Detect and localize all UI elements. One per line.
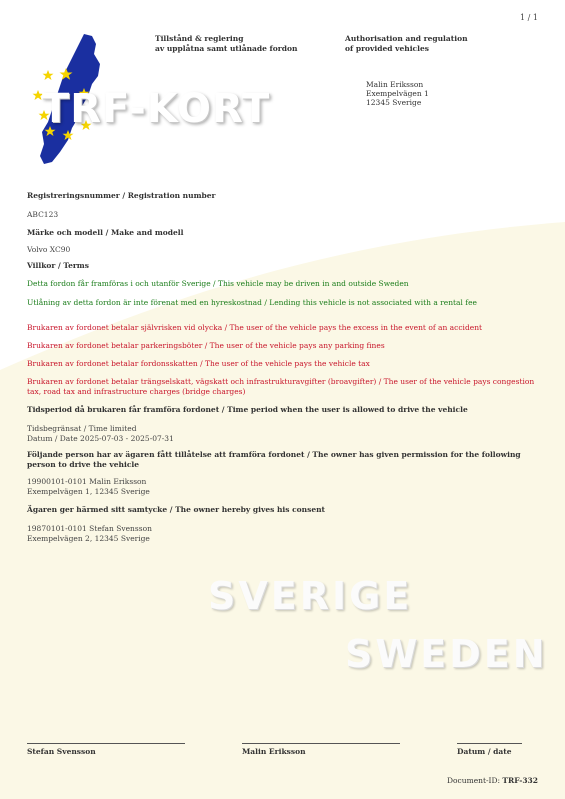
registration-heading: Registreringsnummer / Registration number (27, 191, 216, 200)
period-type: Tidsbegränsat / Time limited (27, 424, 137, 433)
signature-label-user: Malin Eriksson (242, 747, 306, 756)
document-body (27, 191, 542, 543)
term-green-2: Utlåning av detta fordon är inte förenat med en hyreskostnad / Lending this vehicle is not associated with a rental fee (27, 298, 477, 307)
recipient-street: Exempelvägen 1 (366, 89, 429, 98)
signature-line-date (457, 743, 522, 744)
signature-line-owner (27, 743, 185, 744)
term-red-2: Brukaren av fordonet betalar parkeringsböter / The user of the vehicle pays any parking fines (27, 341, 385, 350)
signature-label-owner: Stefan Svensson (27, 747, 96, 756)
period-dates: Datum / Date 2025-07-03 - 2025-07-31 (27, 433, 174, 443)
recipient-name: Malin Eriksson (366, 80, 424, 89)
consent-person: 19870101-0101 Stefan Svensson (27, 524, 152, 533)
consent-heading: Ägaren ger härmed sitt samtycke / The owner hereby gives his consent (27, 505, 326, 514)
permitted-person: 19900101-0101 Malin Eriksson (27, 477, 147, 486)
signature-label-date: Datum / date (457, 747, 512, 756)
document-id (447, 776, 538, 785)
make-model-heading: Märke och modell / Make and modell (27, 227, 184, 237)
period-heading: Tidsperiod då brukaren får framföra fordonet / Time period when the user is allowed to drive the vehicle (27, 405, 468, 414)
permitted-heading: Följande person har av ägaren fått tillåtelse att framföra fordonet / The owner has given permission for the following person to drive the vehicle (27, 450, 521, 469)
brand-logo-text: TRF-KORT (42, 86, 271, 132)
term-green-1: Detta fordon får framföras i och utanför Sverige / This vehicle may be driven in and outside Sweden (27, 279, 409, 288)
registration-value: ABC123 (27, 210, 59, 219)
watermark-sweden: SWEDEN (345, 632, 548, 676)
term-red-3: Brukaren av fordonet betalar fordonsskatten / The user of the vehicle pays the vehicle tax (27, 359, 370, 368)
signature-line-user (242, 743, 400, 744)
recipient-address (366, 80, 429, 107)
make-model-value: Volvo XC90 (27, 244, 71, 254)
permitted-address: Exempelvägen 1, 12345 Sverige (27, 486, 150, 496)
term-red-4: Brukaren av fordonet betalar trängselskatt, vägskatt och infrastrukturavgifter (broavgifter) / The user of the vehicle pays congestion tax, road tax and infrastructure charges (bridge charges) (27, 377, 535, 396)
header-title-swedish: Tillstånd & reglering av upplåtna samt utlånade fordon (155, 34, 298, 53)
terms-heading: Villkor / Terms (27, 261, 89, 270)
consent-address: Exempelvägen 2, 12345 Sverige (27, 533, 150, 543)
document-id-value: TRF-332 (502, 776, 538, 785)
header-title-english: Authorisation and regulation of provided vehicles (345, 34, 468, 53)
document-id-label: Document-ID: (447, 776, 501, 785)
recipient-postal: 12345 Sverige (366, 98, 422, 107)
page-number: 1 / 1 (520, 13, 538, 22)
watermark-sverige: SVERIGE (208, 574, 413, 618)
term-red-1: Brukaren av fordonet betalar självrisken vid olycka / The user of the vehicle pays the excess in the event of an accident (27, 323, 483, 332)
